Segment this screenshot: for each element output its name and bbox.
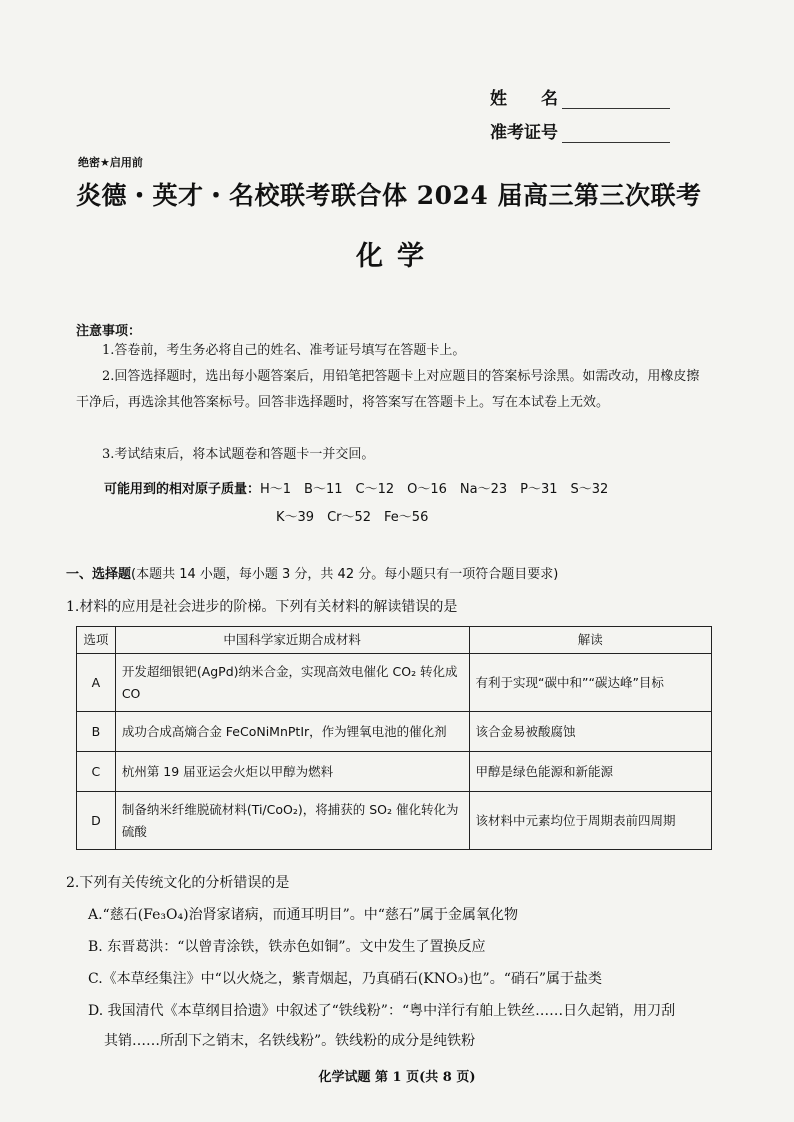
- option-letter: B: [77, 712, 116, 752]
- table-row: [77, 712, 712, 752]
- name-field: [490, 84, 670, 109]
- reading-cell: 有利于实现“碳中和”“碳达峰”目标: [469, 654, 711, 712]
- notice-item-2: [76, 364, 712, 416]
- notice-item-text: 2.回答选择题时，选出每小题答案后，用铅笔把答题卡上对应题目的答案标号涂黑。如需改动，用橡皮擦干净后，再选涂其他答案标号。回答非选择题时，将答案写在答题卡上。写在本试卷上无效。: [76, 369, 700, 410]
- atomic-mass-label: 可能用到的相对原子质量：: [104, 482, 261, 497]
- name-blank: [562, 90, 670, 109]
- question-2-option-d-line-1: D. 我国清代《本草纲目拾遗》中叙述了“铁线粉”：“粤中洋行有舶上铁丝……日久起销，用刀刮: [88, 1003, 676, 1019]
- question-2-option-b: B. 东晋葛洪：“以曾青涂铁，铁赤色如铜”。文中发生了置换反应: [88, 939, 486, 955]
- question-1-stem: 1.材料的应用是社会进步的阶梯。下列有关材料的解读错误的是: [66, 599, 458, 615]
- exam-title: 炎德・英才・名校联考联合体 2024 届高三第三次联考: [76, 181, 702, 210]
- material-cell: 成功合成高熵合金 FeCoNiMnPtIr，作为锂氧电池的催化剂: [115, 712, 469, 752]
- material-cell: 制备纳米纤维脱硫材料(Ti/CoO₂)，将捕获的 SO₂ 催化转化为硫酸: [115, 792, 469, 850]
- table-row: [77, 654, 712, 712]
- atomic-mass-line-1: [104, 478, 608, 497]
- notice-item-3: [76, 442, 712, 468]
- reading-cell: 该材料中元素均位于周期表前四周期: [469, 792, 711, 850]
- table-header-material: 中国科学家近期合成材料: [115, 627, 469, 654]
- question-2-stem: 2.下列有关传统文化的分析错误的是: [66, 875, 290, 891]
- section-note: (本题共 14 小题，每小题 3 分，共 42 分。每小题只有一项符合题目要求): [131, 567, 559, 582]
- notice-heading: 注意事项：: [76, 324, 142, 339]
- option-letter: A: [77, 654, 116, 712]
- section-title: 一、选择题: [66, 567, 132, 582]
- exam-id-label: 准考证号: [490, 123, 558, 143]
- question-1-table: [76, 626, 712, 850]
- reading-cell: 甲醇是绿色能源和新能源: [469, 752, 711, 792]
- exam-id-field: [490, 118, 670, 143]
- reading-cell: 该合金易被酸腐蚀: [469, 712, 711, 752]
- question-2-option-a: A.“慈石(Fe₃O₄)治肾家诸病，而通耳明目”。中“慈石”属于金属氧化物: [88, 907, 519, 923]
- name-label: 姓 名: [490, 89, 558, 109]
- option-letter: D: [77, 792, 116, 850]
- notice-item-text: 3.考试结束后，将本试题卷和答题卡一并交回。: [102, 447, 375, 462]
- table-row: [77, 752, 712, 792]
- atomic-mass-line-2: K～39 Cr～52 Fe～56: [276, 510, 429, 525]
- table-header-row: [77, 627, 712, 654]
- question-2-option-c: C.《本草经集注》中“以火烧之，紫青烟起，乃真硝石(KNO₃)也”。“硝石”属于盐类: [88, 971, 603, 987]
- table-header-option: 选项: [77, 627, 116, 654]
- secret-mark: 绝密★启用前: [78, 156, 143, 169]
- question-2-option-d-line-2: 其销……所刮下之销末，名铁线粉”。铁线粉的成分是纯铁粉: [104, 1033, 476, 1049]
- table-row: [77, 792, 712, 850]
- material-cell: 杭州第 19 届亚运会火炬以甲醇为燃料: [115, 752, 469, 792]
- material-cell: 开发超细银钯(AgPd)纳米合金，实现高效电催化 CO₂ 转化成CO: [115, 654, 469, 712]
- exam-id-blank: [562, 124, 670, 143]
- section-heading: [66, 563, 558, 582]
- notice-item-1: [76, 338, 712, 364]
- table-header-reading: 解读: [469, 627, 711, 654]
- notice-item-text: 1.答卷前，考生务必将自己的姓名、准考证号填写在答题卡上。: [102, 343, 466, 358]
- option-letter: C: [77, 752, 116, 792]
- atomic-mass-values: H～1 B～11 C～12 O～16 Na～23 P～31 S～32: [260, 482, 609, 497]
- subject-title: 化学: [356, 241, 438, 272]
- page-footer: 化学试题 第 1 页(共 8 页): [318, 1070, 476, 1085]
